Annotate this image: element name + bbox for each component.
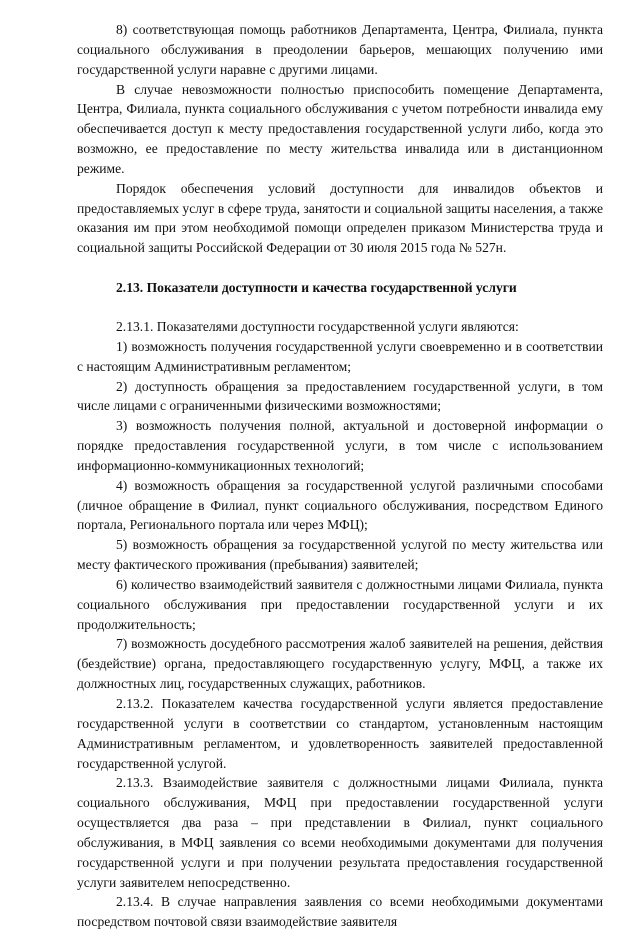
paragraph-accessibility-order: Порядок обеспечения условий доступности для инвалидов объектов и предоставляемых услуг в сфере труда, занятости и социальной защиты населения, а также оказания им при этом необходимой помощи определен приказом Министерства труда и социальной защиты Российской Федерации от 30 июля 2015 года № 527н. [77,180,603,256]
paragraph-item-8-assistance: 8) соответствующая помощь работников Департамента, Центра, Филиала, пункта социального обслуживания в преодолении барьеров, мешающих получению ими государственной услуги наравне с другими лицами. [77,22,603,77]
document-page [77,20,603,932]
list-item-6: 6) количество взаимодействий заявителя с должностными лицами Филиала, пункта социального обслуживания при предоставлении государственной услуги и их продолжительность; [77,576,603,632]
paragraph-remote-service: В случае невозможности полностью приспособить помещение Департамента, Центра, Филиала, пункта социального обслуживания с учетом потребности инвалида ему обеспечивается доступ к месту предоставления государственной услуги либо, когда это возможно, ее предоставление по месту жительства инвалида или в дистанционном режиме. [77,81,603,176]
list-item-2: 2) доступность обращения за предоставлением государственной услуги, в том числе лицами с ограниченными физическими возможностями; [77,378,603,414]
paragraph-2-13-2: 2.13.2. Показателем качества государственной услуги является предоставление государственной услуги в соответствии со стандартом, установленным настоящим Административным регламентом, и удовлетворенность заявителей предоставленной государственной услугой. [77,696,603,771]
paragraph-2-13-4: 2.13.4. В случае направления заявления со всеми необходимыми документами посредством почтовой связи взаимодействие заявителя [77,894,603,930]
spacer [77,258,603,278]
paragraph-2-13-1: 2.13.1. Показателями доступности государственной услуги являются: [116,318,519,334]
paragraph-2-13-3: 2.13.3. Взаимодействие заявителя с должностными лицами Филиала, пункта социального обслуживания, МФЦ при предоставлении государственной услуги осуществляется два раза – при представлении в Филиал, пункт социального обслуживания, в МФЦ заявления со всеми необходимыми документами для получения государственной услуги и при получении результата предоставления государственной услуги заявителем непосредственно. [77,775,603,890]
list-item-7: 7) возможность досудебного рассмотрения жалоб заявителей на решения, действия (бездействие) органа, предоставляющего государственную услугу, МФЦ, а также их должностных лиц, государственных служащих, работников. [77,636,603,692]
list-item-4: 4) возможность обращения за государственной услугой различными способами (личное обращение в Филиал, пункт социального обслуживания, посредством Единого портала, Регионального портала или через МФЦ); [77,477,603,533]
list-item-3: 3) возможность получения полной, актуальной и достоверной информации о порядке предоставления государственной услуги, в том числе с использованием информационно-коммуникационных технологий; [77,418,603,473]
section-heading: 2.13. Показатели доступности и качества государственной услуги [116,280,517,296]
spacer [77,298,603,317]
list-item-5: 5) возможность обращения за государственной услугой по месту жительства или месту фактического проживания (пребывания) заявителей; [77,537,603,573]
list-item-1: 1) возможность получения государственной услуги своевременно и в соответствии с настоящим Административным регламентом; [77,338,603,374]
